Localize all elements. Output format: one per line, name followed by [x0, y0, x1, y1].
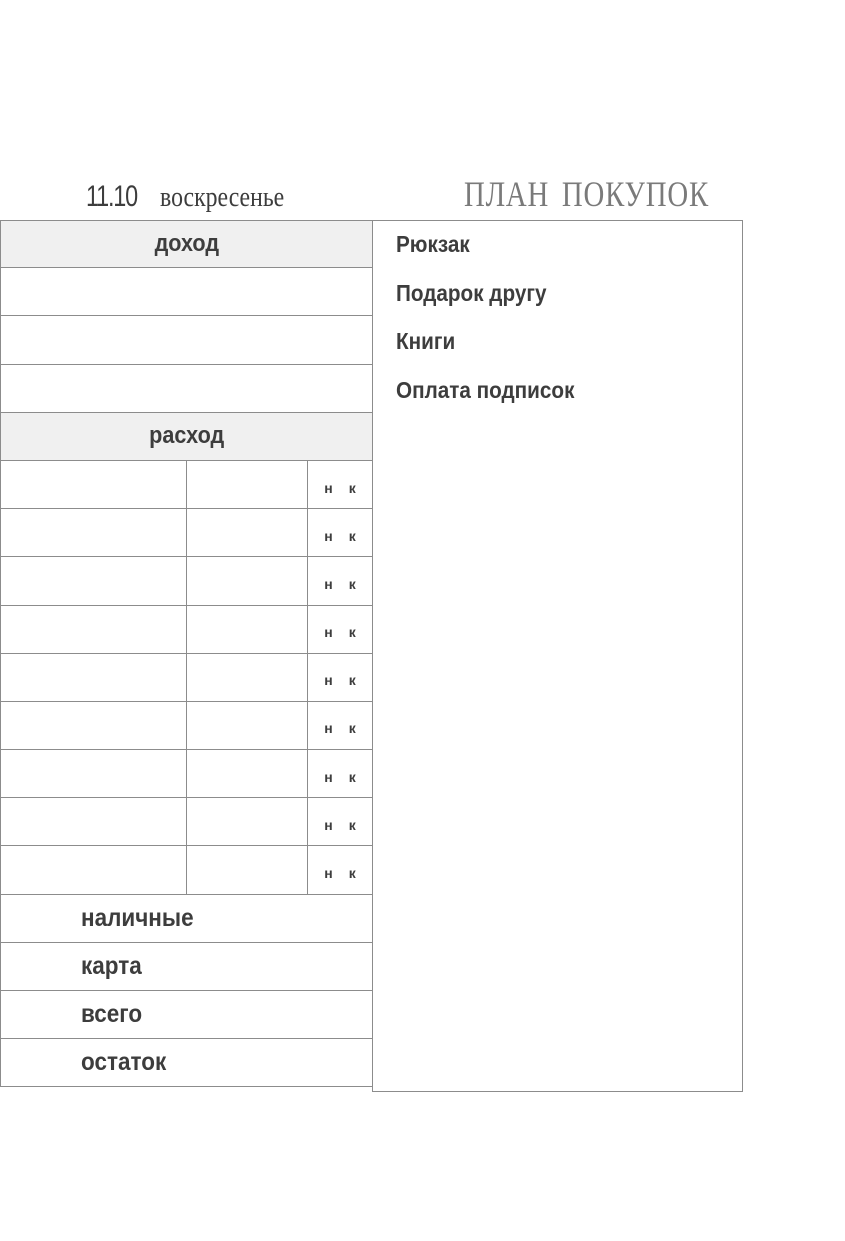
- expense-item-cell[interactable]: [1, 798, 187, 845]
- payment-type-cell: [308, 846, 372, 893]
- cash-mark[interactable]: н: [324, 672, 333, 689]
- grand-total-row[interactable]: [0, 991, 373, 1039]
- expense-item-cell[interactable]: [1, 750, 187, 797]
- payment-type-cell: [308, 557, 372, 604]
- expense-item-cell[interactable]: [1, 606, 187, 653]
- expense-row: [0, 606, 373, 654]
- expense-amount-cell[interactable]: [187, 750, 308, 797]
- cash-mark[interactable]: н: [324, 575, 333, 592]
- payment-type-cell: [308, 702, 372, 749]
- expense-row: [0, 702, 373, 750]
- grand-total-label: всего: [81, 1000, 143, 1029]
- page-date: 11.10: [86, 180, 137, 213]
- page-weekday: воскресенье: [160, 181, 285, 213]
- income-row[interactable]: [0, 268, 373, 316]
- shopping-plan-box[interactable]: [372, 220, 743, 1092]
- payment-type-cell: [308, 509, 372, 556]
- expense-item-cell[interactable]: [1, 461, 187, 508]
- payment-type-cell: [308, 654, 372, 701]
- card-mark[interactable]: к: [348, 720, 356, 737]
- expense-amount-cell[interactable]: [187, 846, 308, 893]
- expense-row: [0, 654, 373, 702]
- shopping-plan-item: Оплата подписок: [396, 377, 575, 403]
- cash-mark[interactable]: н: [324, 768, 333, 785]
- card-mark[interactable]: к: [348, 865, 356, 882]
- expense-amount-cell[interactable]: [187, 702, 308, 749]
- expense-item-cell[interactable]: [1, 654, 187, 701]
- payment-type-cell: [308, 798, 372, 845]
- shopping-plan-item: Подарок другу: [396, 280, 547, 306]
- expense-amount-cell[interactable]: [187, 606, 308, 653]
- payment-type-cell: [308, 750, 372, 797]
- remainder-label: остаток: [81, 1048, 167, 1077]
- cash-total-label: наличные: [81, 903, 194, 932]
- expense-title: расход: [148, 422, 225, 450]
- payment-type-cell: [308, 606, 372, 653]
- cash-mark[interactable]: н: [324, 527, 333, 544]
- cash-mark[interactable]: н: [324, 816, 333, 833]
- card-mark[interactable]: к: [348, 672, 356, 689]
- cash-mark[interactable]: н: [324, 865, 333, 882]
- card-mark[interactable]: к: [348, 479, 356, 496]
- expense-item-cell[interactable]: [1, 702, 187, 749]
- shopping-plan-title: ПЛАН ПОКУПОК: [464, 174, 709, 214]
- card-mark[interactable]: к: [348, 575, 356, 592]
- expense-amount-cell[interactable]: [187, 461, 308, 508]
- expense-row: [0, 557, 373, 605]
- expense-row: [0, 750, 373, 798]
- budget-table: [0, 220, 373, 1087]
- expense-amount-cell[interactable]: [187, 798, 308, 845]
- card-mark[interactable]: к: [348, 624, 356, 641]
- shopping-plan-item: Книги: [396, 328, 456, 354]
- expense-amount-cell[interactable]: [187, 509, 308, 556]
- expense-row: [0, 461, 373, 509]
- expense-item-cell[interactable]: [1, 557, 187, 604]
- card-mark[interactable]: к: [348, 816, 356, 833]
- income-row[interactable]: [0, 365, 373, 413]
- payment-type-cell: [308, 461, 372, 508]
- expense-item-cell[interactable]: [1, 509, 187, 556]
- expense-item-cell[interactable]: [1, 846, 187, 893]
- card-total-label: карта: [81, 951, 142, 980]
- expense-row: [0, 846, 373, 894]
- cash-mark[interactable]: н: [324, 624, 333, 641]
- income-header: [0, 220, 373, 268]
- expense-row: [0, 509, 373, 557]
- shopping-plan-item: Рюкзак: [396, 231, 470, 257]
- expense-header: [0, 413, 373, 461]
- cash-mark[interactable]: н: [324, 720, 333, 737]
- cash-mark[interactable]: н: [324, 479, 333, 496]
- expense-amount-cell[interactable]: [187, 654, 308, 701]
- expense-row: [0, 798, 373, 846]
- card-mark[interactable]: к: [348, 768, 356, 785]
- income-title: доход: [154, 230, 219, 258]
- remainder-row[interactable]: [0, 1039, 373, 1087]
- card-mark[interactable]: к: [348, 527, 356, 544]
- income-row[interactable]: [0, 316, 373, 364]
- expense-amount-cell[interactable]: [187, 557, 308, 604]
- card-total-row[interactable]: [0, 943, 373, 991]
- cash-total-row[interactable]: [0, 895, 373, 943]
